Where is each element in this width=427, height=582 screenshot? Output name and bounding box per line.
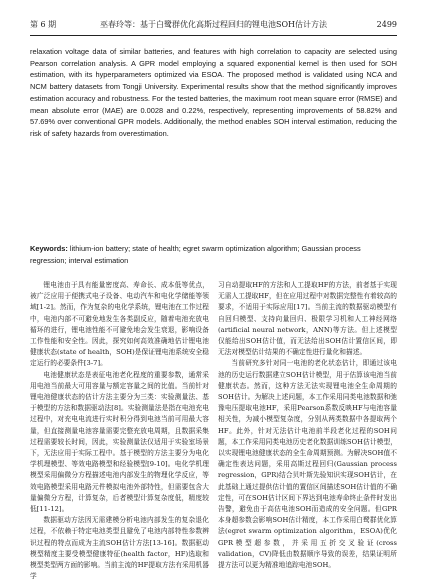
paragraph: 锂电池由于具有能量密度高、寿命长、成本低等优点，被广泛应用于便携式电子设备、电动汽车和电化学储能等领域[1-2]。然而，作为复杂的电化学系统，锂电池在工作过程中，电池内部不可避免地发生各类副反应，随着电池充放电循环的进行，锂电池性能不可避免地会发生衰退，影响设备工作性能和安全性。因此，探究如何高效准确地估计锂电池健康状态(state of health，SOH)是保证锂电池系统安全稳定运行的必要条件[3-7]。 <box>30 281 209 368</box>
english-abstract <box>30 46 397 242</box>
paragraph: 习自动提取HF的方法和人工提取HF的方法，前者基于实现无需人工提取HF，但在应用过程中对数据完整性有着较高的要求，不适用于实际应用[17]。当前主流的数据驱动模型有自回归模型、支持向量回归、极限学习机和人工神经网络(artificial neural network，ANN)等方法。但上述模型仅能给出SOH估计值，而无法给出SOH估计置信区间，即无法对模型估计结果的不确定性进行量化和描述。 <box>218 281 398 357</box>
running-title: 巫春玲等：基于白鹭群优化高斯过程回归的锂电池SOH估计方法 <box>99 20 327 29</box>
paragraph: 当前研究多针对同一电池的老化状态估计，即通过该电池的历史运行数据建立SOH估计模型，用于估算该电池当前健康状态。然而，这种方法无法实现锂电池全生命周期的SOH估计。为解决上述问题，本工作采用同类电池数据和弛豫电压提取电池HF，采用Pearson系数反映HF与电池容量相关性，为减小模型复杂度，分别从两类数据中各提取两个HF。此外，针对无法估计电池前半段老化过程的SOH问题，本工作采用同类电池历史老化数据训练SOH估计模型，以实现锂电池健康状态的全生命周期预测。为解决SOH值不确定性表达问题，采用高斯过程回归(Gaussian process regression，GPR)结合贝叶斯先验知识实现SOH估计，在此基础上通过提供估计值的置信区间描述SOH估计值的不确定性，可在SOH估计区间下界达到电池寿命终止条件时发出告警，避免由于高估电池SOH而造成的安全问题。但GPR本身超参数会影响SOH估计精度，本工作采用白鹭群优化算法(egret swarm optimization algorithm，ESOA)优化GPR模型超参数，并采用五折交叉验证(cross validation，CV)降低由数据顺序导致的误差，结果证明所提方法可以更为精准地追踪电池SOH。 <box>218 359 397 570</box>
right-column <box>218 280 398 570</box>
left-column <box>30 280 210 581</box>
page-number: 2499 <box>376 20 397 29</box>
keywords-section <box>30 243 397 269</box>
running-header <box>30 18 397 32</box>
header-rule <box>30 35 397 36</box>
paragraph: 电池健康状态是表征电池老化程度的重要参数，通常采用电池当前最大可用容量与额定容量之间的比值。当前针对锂电池健康状态的估计方法主要分为三类：实验测量法、基于模型的方法和数据驱动法[8]。实验测量法是指在电池充电过程中，对充电电流进行实时积分得到电池当前可用最大容量，但直接测量电池容量需要完整充放电周期，且数据采集过程需要较长时间，因此，实验测量法仅适用于实验室场景下，无法应用于实际工程中。基于模型的方法主要分为电化学机理模型、等效电路模型和经验模型[9-10]。电化学机理模型采用偏微分方程描述电池内部发生的物理化学反应，等效电路模型采用电路元件模拟电池外部特性，但需要包含大量偏微分方程，计算复杂，后者模型计算复杂度低，精度较低[11-12]。 <box>30 370 209 514</box>
paragraph: 数据驱动方法因无需建模分析电池内部发生的复杂退化过程，不依赖于特定电池类型且避免了电池内部特性参数辨识过程的特点而成为主流SOH估计方法[13-16]。数据驱动模型精度主要受模型健康特征(health factor，HF)选取和模型类型两方面的影响。当前主流的HF提取方法有采用机器学 <box>30 516 210 581</box>
keywords-text: lithium-ion battery; state of health; egret swarm optimization algorithm; Gaussian process regression; interval estimation <box>30 244 361 265</box>
issue-label: 第 6 期 <box>30 20 57 29</box>
abstract-text: relaxation voltage data of similar batteries, and features with high correlation to capacity are selected using Pearson correlation analysis. A GPR model employing a squared exponential kernel is then used for SOH estimation, with its hyperparameters optimized via ESOA. The proposed method is validated using NCA and NCM battery datasets from Tongji University. Experimental results show that the method significantly improves estimation accuracy and robustness. For the tested batteries, the maximum root mean square error (RMSE) and mean absolute error (MAE) are 0.0028 and 0.22%, respectively, representing improvements of 58.82% and 57.69% over conventional GPR models. Additionally, the method enables SOH interval estimation, reducing the risk of safety hazards from overestimation. <box>30 47 397 138</box>
keywords-label: Keywords: <box>30 244 68 253</box>
